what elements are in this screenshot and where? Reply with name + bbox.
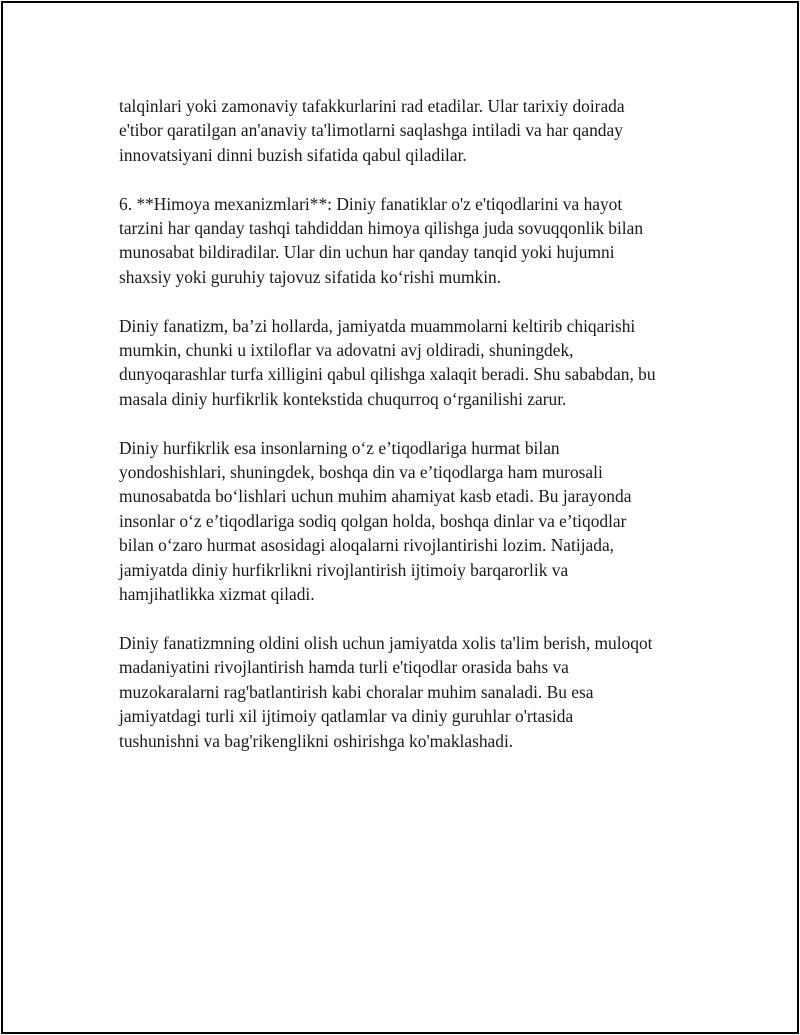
text-line: madaniyatini rivojlantirish hamda turli e'tiqodlar orasida bahs va: [119, 657, 569, 678]
paragraph-2: [119, 192, 699, 290]
text-line: e'tibor qaratilgan an'anaviy ta'limotlarni saqlashga intiladi va har qanday: [119, 120, 623, 141]
paragraph-3: [119, 314, 699, 412]
text-line: hamjihatlikka xizmat qiladi.: [119, 584, 315, 605]
paragraph-1: [119, 94, 699, 167]
paragraph-5: [119, 631, 699, 753]
text-line: talqinlari yoki zamonaviy tafakkurlarini rad etadilar. Ular tarixiy doirada: [119, 96, 625, 116]
text-line: muzokaralarni rag'batlantirish kabi choralar muhim sanaladi. Bu esa: [119, 681, 594, 702]
text-line: bilan o‘zaro hurmat asosidagi aloqalarni rivojlantirishi lozim. Natijada,: [119, 535, 615, 556]
text-line: insonlar o‘z e’tiqodlariga sodiq qolgan holda, boshqa dinlar va e’tiqodlar: [119, 510, 627, 531]
text-line: innovatsiyani dinni buzish sifatida qabul qiladilar.: [119, 144, 467, 165]
text-line: yondoshishlari, shuningdek, boshqa din va e’tiqodlarga ham murosali: [119, 462, 603, 483]
document-page: [1, 1, 799, 1034]
text-line: Diniy fanatizmning oldini olish uchun jamiyatda xolis ta'lim berish, muloqot: [119, 632, 653, 653]
text-line: Diniy hurfikrlik esa insonlarning o‘z e’tiqodlariga hurmat bilan: [119, 437, 560, 458]
text-line: 6. **Himoya mexanizmlari**: Diniy fanatiklar o'z e'tiqodlarini va hayot: [119, 193, 623, 214]
text-line: jamiyatdagi turli xil ijtimoiy qatlamlar va diniy guruhlar o'rtasida: [119, 706, 574, 727]
text-line: munosabat bildiradilar. Ular din uchun har qanday tanqid yoki hujumni: [119, 242, 615, 263]
text-line: Diniy fanatizm, ba’zi hollarda, jamiyatda muammolarni keltirib chiqarishi: [119, 315, 636, 336]
text-line: tushunishni va bag'rikenglikni oshirishga ko'maklashadi.: [119, 730, 514, 751]
text-line: mumkin, chunki u ixtiloflar va adovatni avj oldiradi, shuningdek,: [119, 340, 574, 361]
text-line: shaxsiy yoki guruhiy tajovuz sifatida ko‘rishi mumkin.: [119, 266, 502, 287]
text-line: tarzini har qanday tashqi tahdiddan himoya qilishga juda sovuqqonlik bilan: [119, 218, 644, 239]
paragraph-4: [119, 436, 699, 607]
text-line: jamiyatda diniy hurfikrlikni rivojlantirish ijtimoiy barqarorlik va: [119, 559, 569, 580]
text-line: masala diniy hurfikrlik kontekstida chuqurroq o‘rganilishi zarur.: [119, 388, 567, 409]
text-line: munosabatda bo‘lishlari uchun muhim ahamiyat kasb etadi. Bu jarayonda: [119, 486, 632, 507]
document-body: [119, 94, 699, 777]
text-line: dunyoqarashlar turfa xilligini qabul qilishga xalaqit beradi. Shu sababdan, bu: [119, 364, 656, 385]
